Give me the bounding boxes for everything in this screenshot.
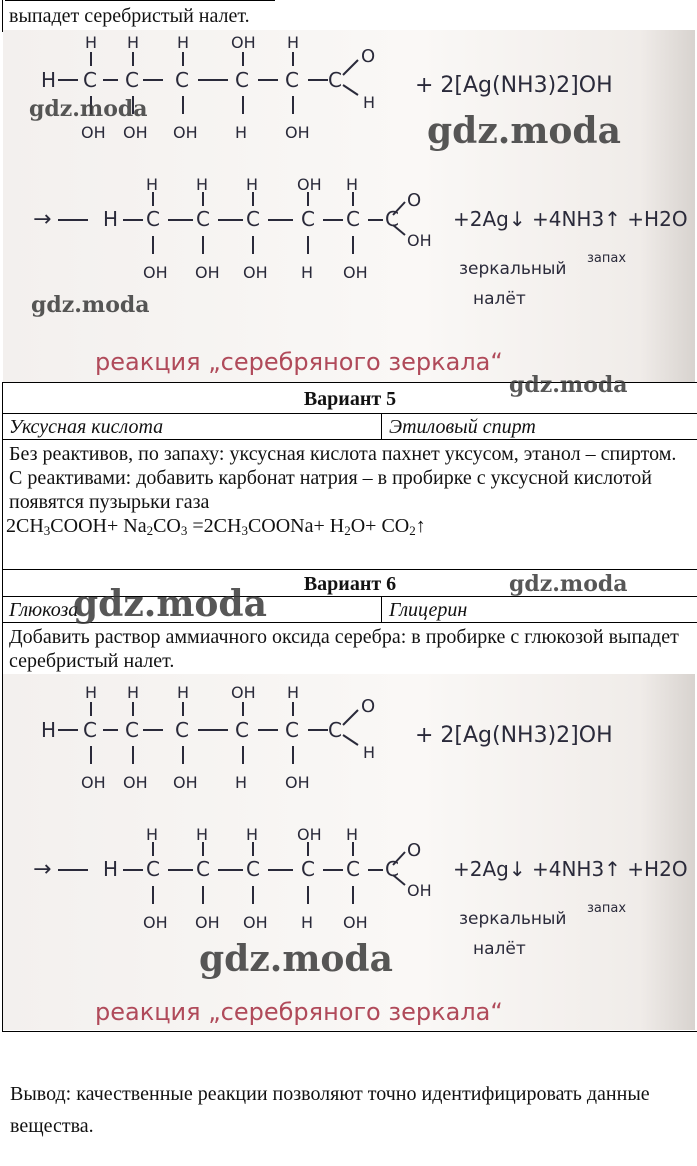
- watermark: gdz.moda: [509, 571, 628, 597]
- svg-text:C: C: [146, 207, 160, 231]
- svg-text:O: O: [407, 840, 422, 861]
- svg-text:OH: OH: [123, 123, 148, 142]
- svg-text:H: H: [127, 683, 140, 702]
- svg-text:C: C: [235, 718, 249, 742]
- svg-text:C: C: [235, 68, 249, 92]
- svg-text:C: C: [196, 207, 210, 231]
- svg-text:OH: OH: [81, 773, 106, 792]
- svg-text:H: H: [196, 175, 209, 194]
- mirror-label: зеркальный: [459, 909, 567, 929]
- svg-text:OH: OH: [173, 123, 198, 142]
- reagent-text: + 2[Ag(NH3)2]OH: [415, 723, 613, 748]
- svg-text:H: H: [363, 743, 376, 762]
- variant5-substances-row: [3, 413, 697, 439]
- svg-text:H: H: [177, 33, 190, 52]
- svg-text:H: H: [41, 718, 57, 742]
- svg-text:C: C: [246, 207, 260, 231]
- svg-text:H: H: [246, 825, 259, 844]
- svg-text:OH: OH: [285, 123, 310, 142]
- watermark: gdz.moda: [31, 292, 150, 318]
- svg-text:C: C: [301, 207, 315, 231]
- svg-text:C: C: [301, 857, 315, 881]
- svg-text:OH: OH: [407, 881, 432, 900]
- svg-text:OH: OH: [285, 773, 310, 792]
- svg-text:OH: OH: [297, 825, 322, 844]
- svg-text:H: H: [127, 33, 140, 52]
- svg-text:C: C: [246, 857, 260, 881]
- svg-text:O: O: [361, 46, 376, 67]
- svg-text:OH: OH: [231, 683, 256, 702]
- svg-text:O: O: [407, 190, 422, 211]
- svg-text:OH: OH: [343, 913, 368, 932]
- svg-text:OH: OH: [173, 773, 198, 792]
- svg-text:C: C: [125, 68, 139, 92]
- table-cell-top: [2, 0, 697, 32]
- svg-text:H: H: [301, 913, 314, 932]
- mirror-label: зеркальный: [459, 259, 567, 279]
- caption-text: реакция „серебряного зеркала“: [95, 348, 503, 376]
- svg-text:OH: OH: [297, 175, 322, 194]
- variant5-title: Вариант 5: [303, 388, 397, 410]
- svg-text:H: H: [103, 857, 119, 881]
- variant5-table: [2, 372, 697, 569]
- variant6-left: Глюкоза: [9, 599, 79, 621]
- variant6-title: Вариант 6: [303, 573, 397, 595]
- handwritten-reaction-photo-1: [3, 30, 695, 382]
- svg-text:O: O: [361, 696, 376, 717]
- top-text: выпадет серебристый налет.: [9, 5, 250, 27]
- svg-text:OH: OH: [143, 263, 168, 282]
- svg-text:H: H: [363, 93, 376, 112]
- svg-text:OH: OH: [231, 33, 256, 52]
- svg-text:C: C: [328, 718, 342, 742]
- svg-text:H: H: [85, 33, 98, 52]
- variant6-right: Глицерин: [389, 599, 468, 621]
- svg-text:C: C: [175, 68, 189, 92]
- variant5-line2: С реактивами: добавить карбонат натрия – в пробирке с уксусной кислотой появятся пузырьки газа: [9, 467, 652, 513]
- svg-text:H: H: [287, 33, 300, 52]
- watermark: gdz.moda: [509, 372, 628, 398]
- svg-text:H: H: [146, 825, 159, 844]
- caption-text: реакция „серебряного зеркала“: [95, 998, 503, 1026]
- variant5-equation: $2CH_3COOH+ Na_2CO_3$ $=2CH_3COONa+ H_2O+$ $CO_2↑$: [6, 515, 426, 538]
- variant5-line1: Без реактивов, по запаху: уксусная кислота пахнет уксусом, этанол – спиртом.: [9, 443, 677, 465]
- svg-text:C: C: [385, 207, 399, 231]
- handwritten-reaction-photo-2: [3, 674, 695, 1030]
- atom-h-end: H: [41, 68, 57, 92]
- watermark: gdz.moda: [29, 96, 148, 122]
- svg-text:C: C: [385, 857, 399, 881]
- svg-text:H: H: [146, 175, 159, 194]
- svg-text:C: C: [125, 718, 139, 742]
- variant5-left: Уксусная кислота: [9, 416, 164, 438]
- svg-text:C: C: [196, 857, 210, 881]
- watermark: gdz.moda: [427, 110, 621, 152]
- svg-text:H: H: [103, 207, 119, 231]
- svg-text:OH: OH: [81, 123, 106, 142]
- variant5-body-row: [3, 439, 697, 569]
- reagent-text: + 2[Ag(NH3)2]OH: [415, 73, 613, 98]
- conclusion-text: Вывод: качественные реакции позволяют точно идентифицировать данные вещества.: [10, 1083, 650, 1137]
- svg-text:H: H: [235, 773, 248, 792]
- products-text: +2Ag↓ +4NH3↑ +H2O: [453, 207, 688, 231]
- products-text: +2Ag↓ +4NH3↑ +H2O: [453, 857, 688, 881]
- watermark: gdz.moda: [73, 583, 267, 625]
- svg-text:H: H: [301, 263, 314, 282]
- svg-text:C: C: [175, 718, 189, 742]
- watermark: gdz.moda: [199, 938, 393, 980]
- variant6-text: Добавить раствор аммиачного оксида серебра: в пробирке с глюкозой выпадет серебристый налет.: [9, 626, 679, 672]
- svg-text:H: H: [346, 175, 359, 194]
- svg-text:C: C: [83, 718, 97, 742]
- svg-text:C: C: [346, 857, 360, 881]
- svg-text:C: C: [285, 68, 299, 92]
- svg-text:H: H: [85, 683, 98, 702]
- svg-text:H: H: [246, 175, 259, 194]
- svg-text:C: C: [328, 68, 342, 92]
- mirror-label-2: налёт: [473, 939, 526, 959]
- svg-text:→: →: [33, 857, 52, 882]
- svg-text:C: C: [346, 207, 360, 231]
- svg-text:OH: OH: [407, 231, 432, 250]
- mirror-label-2: налёт: [473, 289, 526, 309]
- reaction-drawing-1: [3, 30, 695, 382]
- variant5-right: Этиловый спирт: [389, 416, 536, 438]
- smell-label: запах: [587, 901, 627, 916]
- svg-text:H: H: [287, 683, 300, 702]
- svg-text:OH: OH: [123, 773, 148, 792]
- smell-label: запах: [587, 251, 627, 266]
- svg-text:OH: OH: [243, 913, 268, 932]
- svg-text:H: H: [235, 123, 248, 142]
- svg-text:→: →: [33, 207, 52, 232]
- svg-text:H: H: [196, 825, 209, 844]
- svg-text:OH: OH: [195, 263, 220, 282]
- svg-text:C: C: [83, 68, 97, 92]
- svg-text:OH: OH: [195, 913, 220, 932]
- svg-text:C: C: [285, 718, 299, 742]
- svg-text:C: C: [146, 857, 160, 881]
- svg-text:H: H: [177, 683, 190, 702]
- svg-text:OH: OH: [243, 263, 268, 282]
- svg-text:OH: OH: [143, 913, 168, 932]
- svg-text:OH: OH: [343, 263, 368, 282]
- svg-text:H: H: [346, 825, 359, 844]
